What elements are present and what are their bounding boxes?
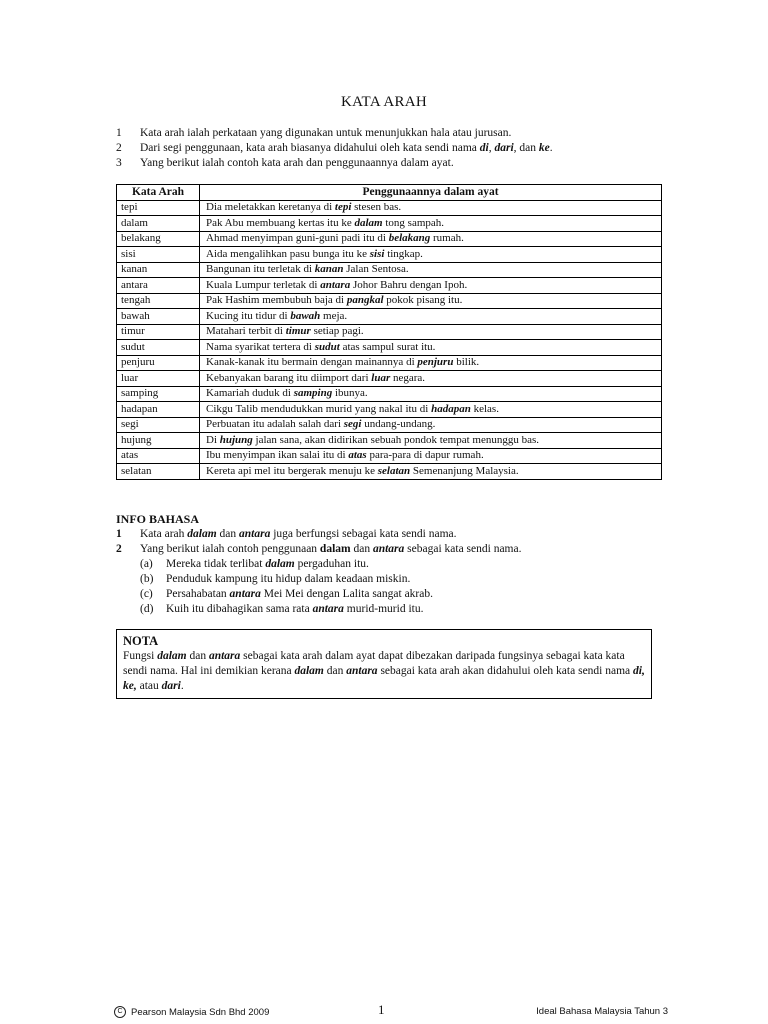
kata-arah-cell: tepi (117, 200, 200, 216)
kata-arah-table (116, 184, 662, 480)
table-row (117, 417, 662, 433)
table-row (117, 247, 662, 263)
kata-arah-cell: hujung (117, 433, 200, 449)
usage-cell: Ahmad menyimpan guni-guni padi itu di belakang rumah. (200, 231, 662, 247)
page-number: 1 (378, 1002, 385, 1017)
usage-cell: Matahari terbit di timur setiap pagi. (200, 324, 662, 340)
page-title: KATA ARAH (340, 94, 428, 110)
example-text: Penduduk kampung itu hidup dalam keadaan miskin. (166, 573, 411, 585)
table-row (117, 371, 662, 387)
example-text: Mereka tidak terlibat dalam pergaduhan itu. (166, 558, 369, 570)
table-row (117, 402, 662, 418)
table-row (117, 355, 662, 371)
table-row (117, 231, 662, 247)
intro-list (116, 126, 656, 171)
usage-cell: Kereta api mel itu bergerak menuju ke selatan Semenanjung Malaysia. (200, 464, 662, 480)
usage-cell: Kanak-kanak itu bermain dengan mainannya di penjuru bilik. (200, 355, 662, 371)
usage-cell: Kamariah duduk di samping ibunya. (200, 386, 662, 402)
usage-cell: Di hujung jalan sana, akan didirikan sebuah pondok tempat menunggu bas. (200, 433, 662, 449)
info-item (116, 542, 656, 557)
kata-arah-cell: sudut (117, 340, 200, 356)
example-item (116, 557, 656, 572)
intro-item (116, 141, 656, 156)
usage-cell: Kuala Lumpur terletak di antara Johor Bahru dengan Ipoh. (200, 278, 662, 294)
kata-arah-cell: hadapan (117, 402, 200, 418)
kata-arah-cell: sisi (117, 247, 200, 263)
nota-box (116, 629, 652, 699)
table-row (117, 293, 662, 309)
usage-cell: Bangunan itu terletak di kanan Jalan Sentosa. (200, 262, 662, 278)
kata-arah-cell: selatan (117, 464, 200, 480)
book-title: Ideal Bahasa Malaysia Tahun 3 (536, 1006, 668, 1017)
table-row (117, 309, 662, 325)
info-bahasa-section (116, 512, 656, 617)
table-body (117, 200, 662, 479)
item-number: 3 (116, 157, 122, 169)
info-item (116, 527, 656, 542)
table-row (117, 448, 662, 464)
usage-cell: Cikgu Talib mendudukkan murid yang nakal itu di hadapan kelas. (200, 402, 662, 418)
usage-cell: Ibu menyimpan ikan salai itu di atas para-para di dapur rumah. (200, 448, 662, 464)
usage-cell: Aida mengalihkan pasu bunga itu ke sisi tingkap. (200, 247, 662, 263)
item-number: 1 (116, 127, 122, 139)
example-label: (d) (140, 603, 154, 615)
item-text: Yang berikut ialah contoh penggunaan dalam dan antara sebagai kata sendi nama. (140, 543, 522, 555)
kata-arah-cell: tengah (117, 293, 200, 309)
kata-arah-cell: belakang (117, 231, 200, 247)
example-label: (a) (140, 558, 153, 570)
item-text: Kata arah ialah perkataan yang digunakan untuk menunjukkan hala atau jurusan. (140, 127, 512, 139)
intro-item (116, 156, 656, 171)
item-text: Yang berikut ialah contoh kata arah dan penggunaannya dalam ayat. (140, 157, 454, 169)
kata-arah-cell: kanan (117, 262, 200, 278)
item-number: 1 (116, 528, 122, 540)
publisher-text: Pearson Malaysia Sdn Bhd 2009 (131, 1006, 270, 1018)
example-label: (c) (140, 588, 153, 600)
table-row (117, 340, 662, 356)
table-row (117, 324, 662, 340)
kata-arah-cell: timur (117, 324, 200, 340)
item-number: 2 (116, 543, 122, 555)
kata-arah-cell: dalam (117, 216, 200, 232)
table-row (117, 386, 662, 402)
table-row (117, 216, 662, 232)
example-item (116, 602, 656, 617)
table-row (117, 464, 662, 480)
example-item (116, 572, 656, 587)
kata-arah-cell: segi (117, 417, 200, 433)
copyright-icon: C (114, 1006, 126, 1018)
usage-cell: Pak Abu membuang kertas itu ke dalam tong sampah. (200, 216, 662, 232)
table-header-row (117, 185, 662, 201)
usage-cell: Dia meletakkan keretanya di tepi stesen bas. (200, 200, 662, 216)
kata-arah-cell: bawah (117, 309, 200, 325)
nota-text: Fungsi dalam dan antara sebagai kata arah dalam ayat dapat dibezakan daripada fungsinya sebagai kata kata sendi nama. Hal ini demikian kerana dalam dan antara sebagai kata arah akan didahului oleh kata sendi nama di, ke, atau dari. (123, 650, 645, 692)
nota-heading: NOTA (123, 634, 159, 648)
kata-arah-cell: samping (117, 386, 200, 402)
usage-cell: Pak Hashim membubuh baja di pangkal pokok pisang itu. (200, 293, 662, 309)
example-label: (b) (140, 573, 154, 585)
table-row (117, 262, 662, 278)
table-row (117, 278, 662, 294)
usage-cell: Perbuatan itu adalah salah dari segi undang-undang. (200, 417, 662, 433)
usage-cell: Kucing itu tidur di bawah meja. (200, 309, 662, 325)
kata-arah-cell: penjuru (117, 355, 200, 371)
table-row (117, 200, 662, 216)
kata-arah-cell: antara (117, 278, 200, 294)
table-row (117, 433, 662, 449)
example-text: Kuih itu dibahagikan sama rata antara murid-murid itu. (166, 603, 424, 615)
kata-arah-cell: atas (117, 448, 200, 464)
example-item (116, 587, 656, 602)
item-text: Kata arah dalam dan antara juga berfungsi sebagai kata sendi nama. (140, 528, 457, 540)
kata-arah-cell: luar (117, 371, 200, 387)
info-heading: INFO BAHASA (116, 512, 200, 526)
column-header-penggunaan: Penggunaannya dalam ayat (200, 185, 662, 201)
item-number: 2 (116, 142, 122, 154)
intro-item (116, 126, 656, 141)
item-text: Dari segi penggunaan, kata arah biasanya didahului oleh kata sendi nama di, dari, dan ke. (140, 142, 553, 154)
usage-cell: Kebanyakan barang itu diimport dari luar negara. (200, 371, 662, 387)
usage-cell: Nama syarikat tertera di sudut atas sampul surat itu. (200, 340, 662, 356)
column-header-kata-arah: Kata Arah (117, 185, 200, 201)
example-text: Persahabatan antara Mei Mei dengan Lalita sangat akrab. (166, 588, 433, 600)
